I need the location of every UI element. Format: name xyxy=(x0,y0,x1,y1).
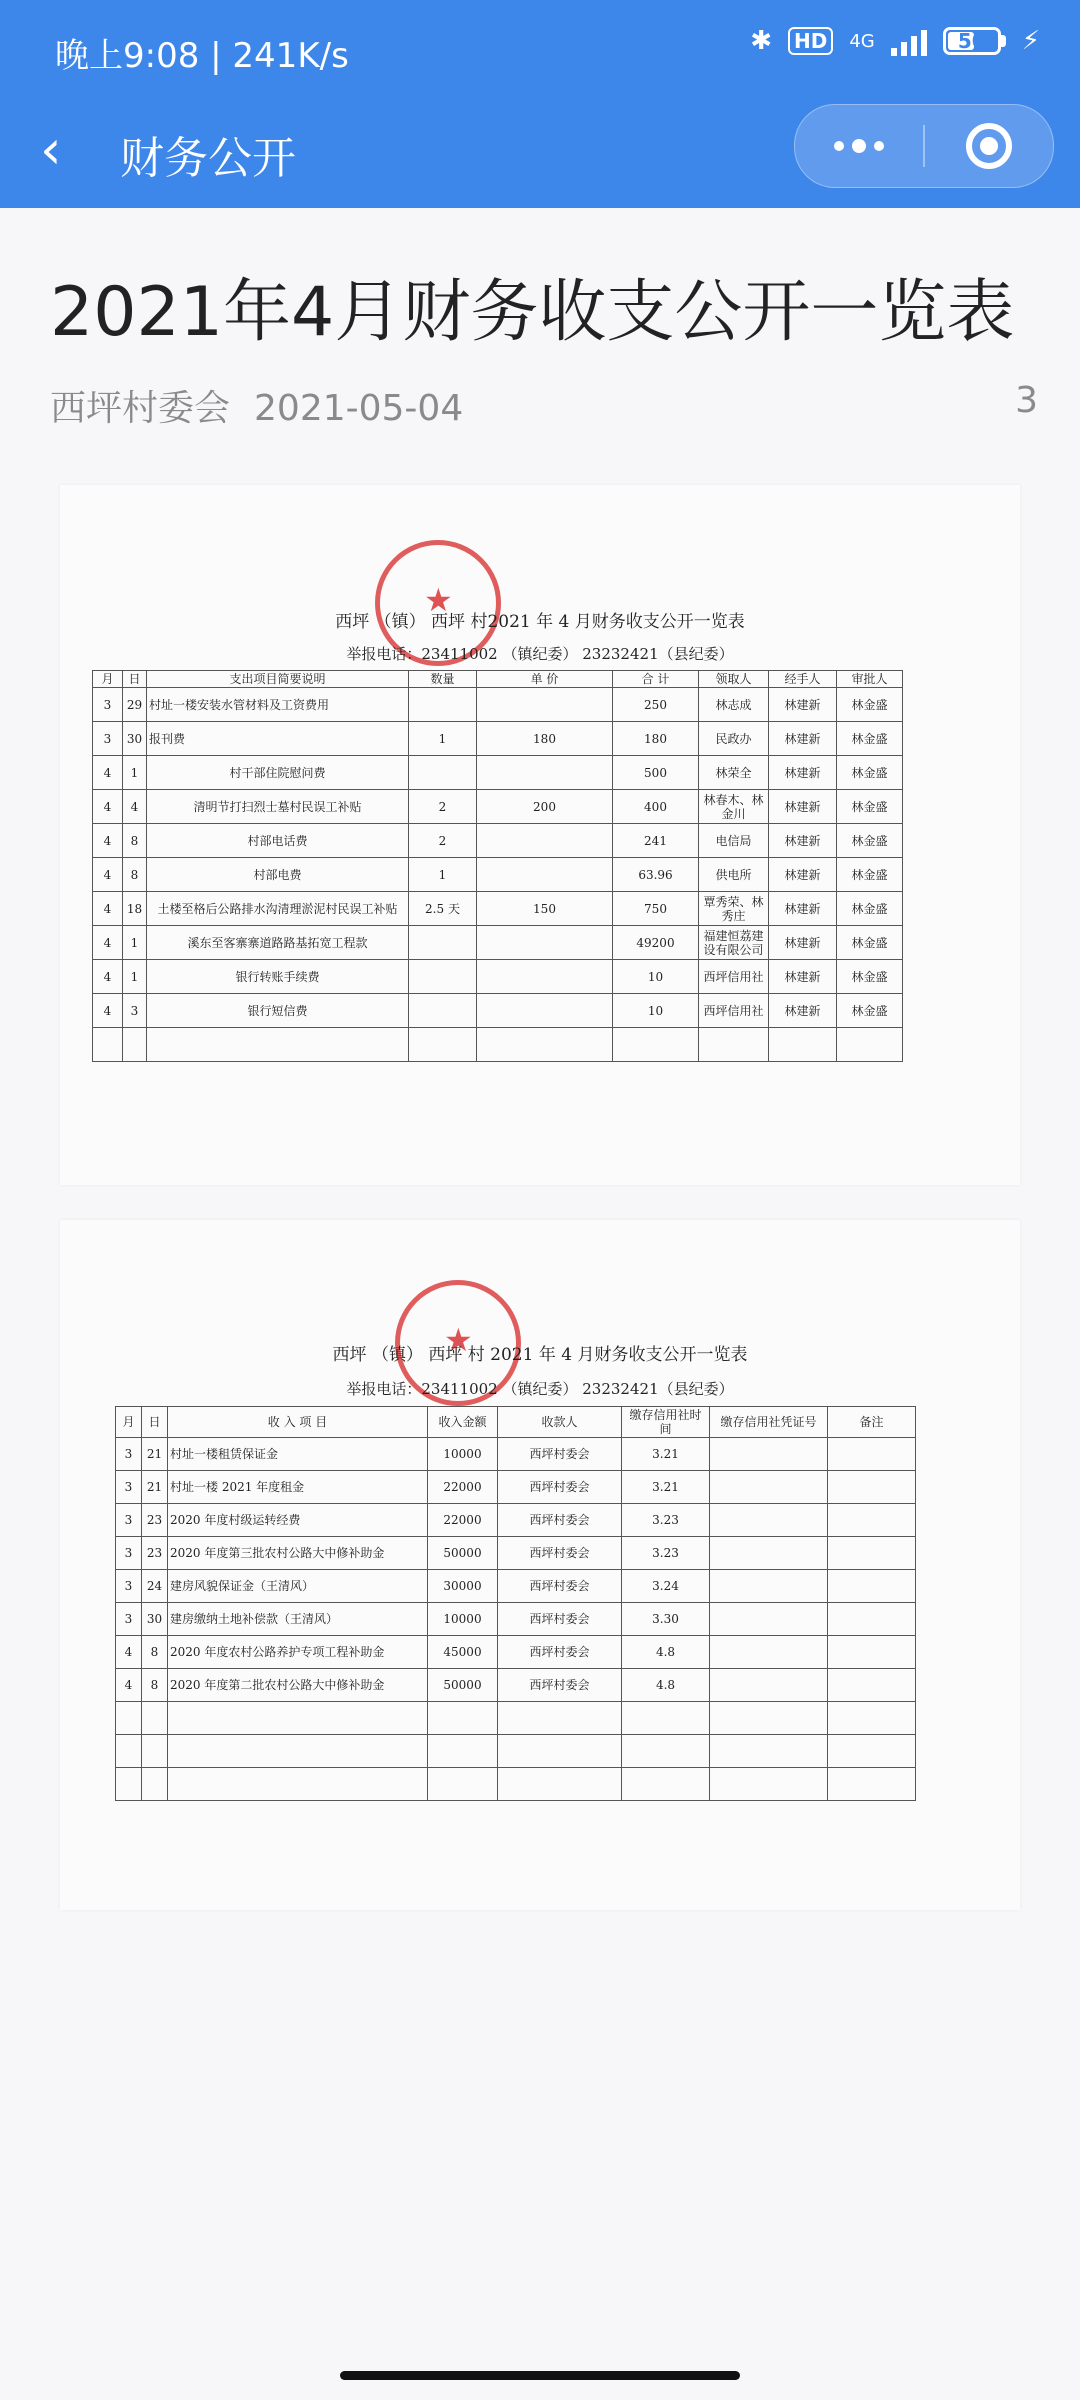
table-cell xyxy=(828,1471,916,1504)
table-cell: 500 xyxy=(613,756,699,790)
table-cell: 林金盛 xyxy=(837,790,903,824)
table-cell: 林金盛 xyxy=(837,892,903,926)
doc1-heading: 西坪 （镇） 西坪 村2021 年 4 月财务收支公开一览表 xyxy=(335,612,745,632)
table-cell xyxy=(828,1735,916,1768)
header-cell: 日 xyxy=(123,671,147,688)
table-cell: 西坪村委会 xyxy=(498,1438,622,1471)
table-cell xyxy=(142,1768,168,1801)
table-cell xyxy=(409,994,477,1028)
table-cell: 2020 年度第三批农村公路大中修补助金 xyxy=(168,1537,428,1570)
table-cell xyxy=(477,994,613,1028)
table-cell: 林金盛 xyxy=(837,926,903,960)
table-cell: 林建新 xyxy=(769,722,837,756)
table-cell xyxy=(622,1702,710,1735)
table-cell: 林金盛 xyxy=(837,722,903,756)
table-cell: 清明节打扫烈士墓村民误工补贴 xyxy=(147,790,409,824)
table-cell: 村址一楼安装水管材料及工资费用 xyxy=(147,688,409,722)
table-cell: 3 xyxy=(116,1471,142,1504)
table-cell: 林志成 xyxy=(699,688,769,722)
table-cell xyxy=(710,1669,828,1702)
table-cell: 3 xyxy=(116,1570,142,1603)
table-cell: 4 xyxy=(93,790,123,824)
table-cell: 3.30 xyxy=(622,1603,710,1636)
table-cell: 180 xyxy=(613,722,699,756)
table-cell: 电信局 xyxy=(699,824,769,858)
table-cell xyxy=(710,1438,828,1471)
table-cell xyxy=(710,1537,828,1570)
table-cell xyxy=(409,1028,477,1062)
header-cell: 收入金额 xyxy=(428,1407,498,1438)
table-cell: 1 xyxy=(123,926,147,960)
article-date: 2021-05-04 xyxy=(254,388,464,429)
table-cell xyxy=(710,1471,828,1504)
table-cell xyxy=(828,1702,916,1735)
table-cell: 4.8 xyxy=(622,1669,710,1702)
table-cell: 林建新 xyxy=(769,960,837,994)
table-cell: 4 xyxy=(116,1636,142,1669)
table-cell: 30 xyxy=(142,1603,168,1636)
table-cell: 村部电话费 xyxy=(147,824,409,858)
target-icon xyxy=(966,123,1012,169)
more-button[interactable] xyxy=(795,105,923,187)
table-cell: 林建新 xyxy=(769,994,837,1028)
nav-title: 财务公开 xyxy=(120,133,296,184)
table-cell: 3 xyxy=(116,1537,142,1570)
network-label: 4G xyxy=(849,30,875,52)
table-row xyxy=(116,1768,916,1801)
table-cell: 29 xyxy=(123,688,147,722)
table-cell: 150 xyxy=(477,892,613,926)
table-row xyxy=(93,688,903,722)
table-row xyxy=(116,1636,916,1669)
table-cell: 福建恒荔建设有限公司 xyxy=(699,926,769,960)
table-cell xyxy=(477,858,613,892)
table-cell: 30000 xyxy=(428,1570,498,1603)
article-title: 2021年4月财务收支公开一览表 xyxy=(50,273,1015,352)
status-icons xyxy=(750,26,1040,56)
table-cell xyxy=(409,756,477,790)
table-cell xyxy=(710,1636,828,1669)
table-cell: 8 xyxy=(142,1669,168,1702)
table-cell: 土楼至格后公路排水沟清理淤泥村民误工补贴 xyxy=(147,892,409,926)
table-cell: 林建新 xyxy=(769,858,837,892)
table-row xyxy=(93,892,903,926)
table-cell: 林金盛 xyxy=(837,824,903,858)
header-cell: 日 xyxy=(142,1407,168,1438)
status-bar xyxy=(0,0,1080,100)
table-cell: 4 xyxy=(93,960,123,994)
table-cell xyxy=(828,1603,916,1636)
table-cell: 2020 年度第二批农村公路大中修补助金 xyxy=(168,1669,428,1702)
table-cell: 民政办 xyxy=(699,722,769,756)
table-cell xyxy=(622,1768,710,1801)
table-cell: 4 xyxy=(93,926,123,960)
table-cell: 10 xyxy=(613,994,699,1028)
table-cell: 西坪村委会 xyxy=(498,1471,622,1504)
table-cell: 750 xyxy=(613,892,699,926)
table-cell xyxy=(168,1735,428,1768)
table-cell: 溪东至客寨寨道路路基拓宽工程款 xyxy=(147,926,409,960)
table-row xyxy=(93,756,903,790)
header-cell: 合 计 xyxy=(613,671,699,688)
table-cell xyxy=(828,1537,916,1570)
table-cell: 24 xyxy=(142,1570,168,1603)
table-cell: 50000 xyxy=(428,1537,498,1570)
header-cell: 领取人 xyxy=(699,671,769,688)
table-cell: 180 xyxy=(477,722,613,756)
table-row xyxy=(93,722,903,756)
header-cell: 收款人 xyxy=(498,1407,622,1438)
table-cell: 林金盛 xyxy=(837,960,903,994)
table-cell: 林建新 xyxy=(769,756,837,790)
table-cell: 3 xyxy=(116,1603,142,1636)
back-icon[interactable]: ‹ xyxy=(40,118,62,181)
page-count: 3 xyxy=(1015,380,1038,421)
table-cell: 21 xyxy=(142,1438,168,1471)
table-cell: 覃秀荣、林秀庄 xyxy=(699,892,769,926)
table-cell: 8 xyxy=(142,1636,168,1669)
table-cell xyxy=(710,1735,828,1768)
income-table xyxy=(115,1406,916,1801)
table-cell xyxy=(828,1669,916,1702)
table-cell: 18 xyxy=(123,892,147,926)
table-cell xyxy=(837,1028,903,1062)
table-cell: 50000 xyxy=(428,1669,498,1702)
table-cell: 23 xyxy=(142,1537,168,1570)
table-cell: 林金盛 xyxy=(837,994,903,1028)
table-cell xyxy=(409,926,477,960)
table-cell xyxy=(168,1702,428,1735)
table-cell: 49200 xyxy=(613,926,699,960)
table-cell: 200 xyxy=(477,790,613,824)
table-cell: 3 xyxy=(116,1504,142,1537)
battery-level: 50 xyxy=(957,29,986,53)
table-cell xyxy=(116,1702,142,1735)
table-cell: 1 xyxy=(409,858,477,892)
table-cell xyxy=(123,1028,147,1062)
table-row xyxy=(93,960,903,994)
table-cell: 林金盛 xyxy=(837,756,903,790)
table-cell xyxy=(409,960,477,994)
table-cell: 村干部住院慰问费 xyxy=(147,756,409,790)
battery-icon xyxy=(943,27,1006,55)
table-cell: 30 xyxy=(123,722,147,756)
bluetooth-icon: ✱ xyxy=(750,26,772,56)
table-cell: 林建新 xyxy=(769,688,837,722)
doc1-phone: 举报电话：23411002 （镇纪委） 23232421（县纪委） xyxy=(346,645,734,663)
table-cell xyxy=(498,1768,622,1801)
table-cell xyxy=(828,1636,916,1669)
table-cell xyxy=(116,1735,142,1768)
table-cell xyxy=(828,1438,916,1471)
table-cell: 林金盛 xyxy=(837,858,903,892)
charging-icon: ⚡ xyxy=(1021,26,1040,56)
table-row xyxy=(93,858,903,892)
table-cell: 银行短信费 xyxy=(147,994,409,1028)
table-row xyxy=(93,926,903,960)
table-cell: 西坪村委会 xyxy=(498,1636,622,1669)
table-cell: 银行转账手续费 xyxy=(147,960,409,994)
table-cell xyxy=(168,1768,428,1801)
table-cell: 8 xyxy=(123,824,147,858)
table-cell: 林金盛 xyxy=(837,688,903,722)
close-button[interactable] xyxy=(925,105,1053,187)
table-cell: 45000 xyxy=(428,1636,498,1669)
table-cell xyxy=(93,1028,123,1062)
header-cell: 数量 xyxy=(409,671,477,688)
doc2-phone: 举报电话：23411002 （镇纪委） 23232421（县纪委） xyxy=(346,1380,734,1398)
signal-icon xyxy=(891,26,927,56)
article-meta xyxy=(50,380,463,431)
table-cell xyxy=(477,688,613,722)
table-cell: 22000 xyxy=(428,1504,498,1537)
table-cell: 63.96 xyxy=(613,858,699,892)
table-cell: 林建新 xyxy=(769,824,837,858)
table-cell: 村址一楼租赁保证金 xyxy=(168,1438,428,1471)
table-cell: 西坪村委会 xyxy=(498,1504,622,1537)
table-cell xyxy=(699,1028,769,1062)
table-cell: 10000 xyxy=(428,1603,498,1636)
table-cell: 西坪村委会 xyxy=(498,1603,622,1636)
header-cell: 审批人 xyxy=(837,671,903,688)
table-cell: 400 xyxy=(613,790,699,824)
header-cell: 备注 xyxy=(828,1407,916,1438)
table-row xyxy=(116,1669,916,1702)
table-cell xyxy=(477,960,613,994)
table-row xyxy=(116,1735,916,1768)
table-cell: 1 xyxy=(409,722,477,756)
table-cell: 3.23 xyxy=(622,1504,710,1537)
table-cell xyxy=(613,1028,699,1062)
table-cell: 林建新 xyxy=(769,926,837,960)
table-cell: 林建新 xyxy=(769,892,837,926)
table-cell xyxy=(477,926,613,960)
table-cell xyxy=(710,1768,828,1801)
table-row xyxy=(116,1438,916,1471)
table-cell: 建房风貌保证金（王清风） xyxy=(168,1570,428,1603)
table-cell: 23 xyxy=(142,1504,168,1537)
table-cell: 3 xyxy=(93,688,123,722)
table-cell: 8 xyxy=(123,858,147,892)
table-cell xyxy=(710,1603,828,1636)
table-cell: 3 xyxy=(123,994,147,1028)
table-cell: 241 xyxy=(613,824,699,858)
table-cell: 林荣全 xyxy=(699,756,769,790)
status-time: 晚上9:08 | 241K/s xyxy=(55,36,349,76)
table-cell: 4 xyxy=(93,824,123,858)
table-cell xyxy=(828,1504,916,1537)
table-cell: 4 xyxy=(93,994,123,1028)
table-cell xyxy=(622,1735,710,1768)
table-cell xyxy=(828,1768,916,1801)
table-cell: 林建新 xyxy=(769,790,837,824)
expense-table xyxy=(92,670,903,1062)
expense-table-header xyxy=(93,671,903,688)
table-cell: 村部电费 xyxy=(147,858,409,892)
table-cell xyxy=(710,1504,828,1537)
table-cell: 2020 年度农村公路养护专项工程补助金 xyxy=(168,1636,428,1669)
table-cell: 2020 年度村级运转经费 xyxy=(168,1504,428,1537)
doc2-heading: 西坪 （镇） 西坪 村 2021 年 4 月财务收支公开一览表 xyxy=(332,1345,748,1365)
table-cell: 3 xyxy=(116,1438,142,1471)
header-cell: 缴存信用社凭证号 xyxy=(710,1407,828,1438)
table-cell: 4.8 xyxy=(622,1636,710,1669)
income-table-header xyxy=(116,1407,916,1438)
table-cell xyxy=(428,1768,498,1801)
table-cell xyxy=(710,1702,828,1735)
table-cell: 3.23 xyxy=(622,1537,710,1570)
table-row xyxy=(116,1504,916,1537)
table-cell: 4 xyxy=(123,790,147,824)
table-cell: 4 xyxy=(116,1669,142,1702)
table-row xyxy=(116,1603,916,1636)
table-cell: 3.21 xyxy=(622,1438,710,1471)
table-cell: 西坪信用社 xyxy=(699,960,769,994)
table-cell: 建房缴纳土地补偿款（王清风） xyxy=(168,1603,428,1636)
table-cell: 西坪信用社 xyxy=(699,994,769,1028)
table-cell: 西坪村委会 xyxy=(498,1669,622,1702)
header-cell: 收 入 项 目 xyxy=(168,1407,428,1438)
home-indicator[interactable] xyxy=(340,2371,740,2380)
table-cell xyxy=(710,1570,828,1603)
table-row xyxy=(116,1537,916,1570)
table-cell: 供电所 xyxy=(699,858,769,892)
table-cell xyxy=(142,1702,168,1735)
table-cell: 10000 xyxy=(428,1438,498,1471)
nav-bar xyxy=(0,100,1080,200)
table-cell xyxy=(409,688,477,722)
table-cell: 3.24 xyxy=(622,1570,710,1603)
table-cell xyxy=(477,824,613,858)
table-cell xyxy=(428,1702,498,1735)
table-cell xyxy=(769,1028,837,1062)
table-row xyxy=(93,994,903,1028)
header-cell: 月 xyxy=(116,1407,142,1438)
table-cell xyxy=(147,1028,409,1062)
table-cell: 250 xyxy=(613,688,699,722)
table-row xyxy=(116,1471,916,1504)
table-cell xyxy=(498,1702,622,1735)
table-cell: 2.5 天 xyxy=(409,892,477,926)
table-cell: 3 xyxy=(93,722,123,756)
table-cell: 村址一楼 2021 年度租金 xyxy=(168,1471,428,1504)
table-cell: 22000 xyxy=(428,1471,498,1504)
top-bar xyxy=(0,0,1080,208)
table-cell: 21 xyxy=(142,1471,168,1504)
table-cell: 4 xyxy=(93,858,123,892)
header-cell: 单 价 xyxy=(477,671,613,688)
income-document-image[interactable] xyxy=(60,1220,1020,1910)
table-cell xyxy=(116,1768,142,1801)
table-cell: 1 xyxy=(123,960,147,994)
table-row xyxy=(93,1028,903,1062)
header-cell: 缴存信用社时间 xyxy=(622,1407,710,1438)
table-cell: 4 xyxy=(93,892,123,926)
table-cell: 西坪村委会 xyxy=(498,1537,622,1570)
table-cell: 3.21 xyxy=(622,1471,710,1504)
table-row xyxy=(93,824,903,858)
expense-document-image[interactable] xyxy=(60,485,1020,1185)
table-row xyxy=(116,1702,916,1735)
table-cell: 林春木、林金川 xyxy=(699,790,769,824)
table-row xyxy=(116,1570,916,1603)
header-cell: 经手人 xyxy=(769,671,837,688)
table-cell xyxy=(142,1735,168,1768)
hd-icon: HD xyxy=(788,27,833,55)
header-cell: 月 xyxy=(93,671,123,688)
table-cell: 2 xyxy=(409,824,477,858)
table-cell: 西坪村委会 xyxy=(498,1570,622,1603)
table-cell xyxy=(828,1570,916,1603)
table-cell xyxy=(498,1735,622,1768)
table-cell xyxy=(428,1735,498,1768)
table-cell xyxy=(477,1028,613,1062)
table-cell: 1 xyxy=(123,756,147,790)
header-cell: 支出项目简要说明 xyxy=(147,671,409,688)
table-cell xyxy=(477,756,613,790)
table-cell: 4 xyxy=(93,756,123,790)
mini-program-capsule xyxy=(794,104,1054,188)
table-cell: 2 xyxy=(409,790,477,824)
table-cell: 报刊费 xyxy=(147,722,409,756)
table-cell: 10 xyxy=(613,960,699,994)
table-row xyxy=(93,790,903,824)
article-author[interactable]: 西坪村委会 xyxy=(50,388,231,429)
